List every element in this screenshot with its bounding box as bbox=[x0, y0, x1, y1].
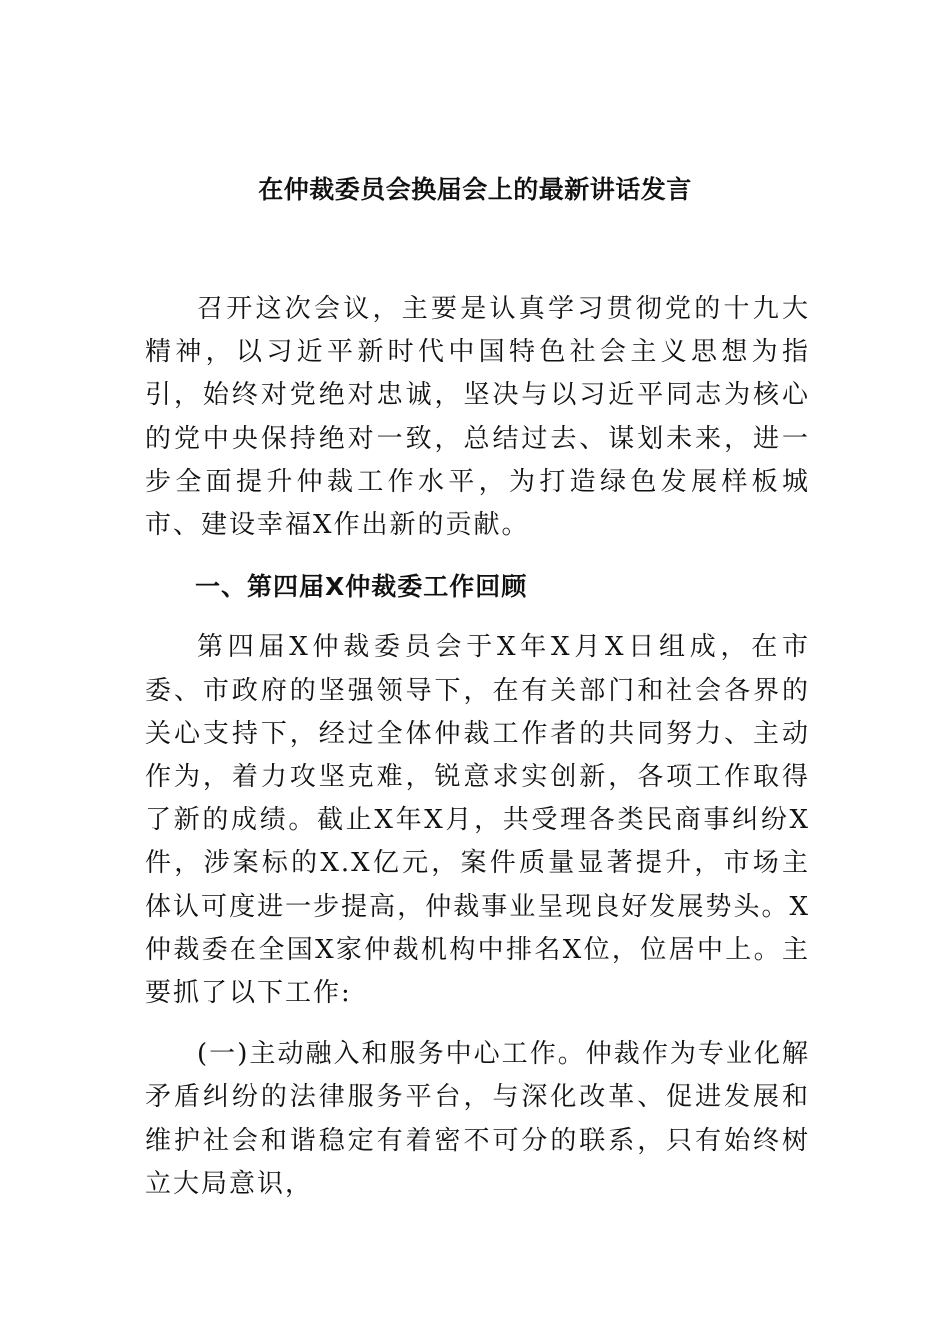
intro-paragraph: 召开这次会议，主要是认真学习贯彻党的十九大精神，以习近平新时代中国特色社会主义思想为指引，始终对党绝对忠诚，坚决与以习近平同志为核心的党中央保持绝对一致，总结过去、谋划未来，进一步全面提升仲裁工作水平，为打造绿色发展样板城市、建设幸福X作出新的贡献。 bbox=[145, 294, 810, 541]
document-body bbox=[145, 288, 810, 1206]
section-paragraph-2: (一)主动融入和服务中心工作。仲裁作为专业化解矛盾纠纷的法律服务平台，与深化改革、促进发展和维护社会和谐稳定有着密不可分的联系，只有始终树立大局意识， bbox=[145, 1039, 810, 1199]
section-paragraph-1: 第四届X仲裁委员会于X年X月X日组成，在市委、市政府的坚强领导下，在有关部门和社会各界的关心支持下，经过全体仲裁工作者的共同努力、主动作为，着力攻坚克难，锐意求实创新，各项工作取得了新的成绩。截止X年X月，共受理各类民商事纠纷X件，涉案标的X.X亿元，案件质量显著提升，市场主体认可度进一步提高，仲裁事业呈现良好发展势头。X仲裁委在全国X家仲裁机构中排名X位，位居中上。主要抓了以下工作: bbox=[145, 632, 810, 1009]
document-title: 在仲裁委员会换届会上的最新讲话发言 bbox=[258, 175, 692, 204]
section-heading: 一、第四届X仲裁委工作回顾 bbox=[195, 572, 528, 602]
